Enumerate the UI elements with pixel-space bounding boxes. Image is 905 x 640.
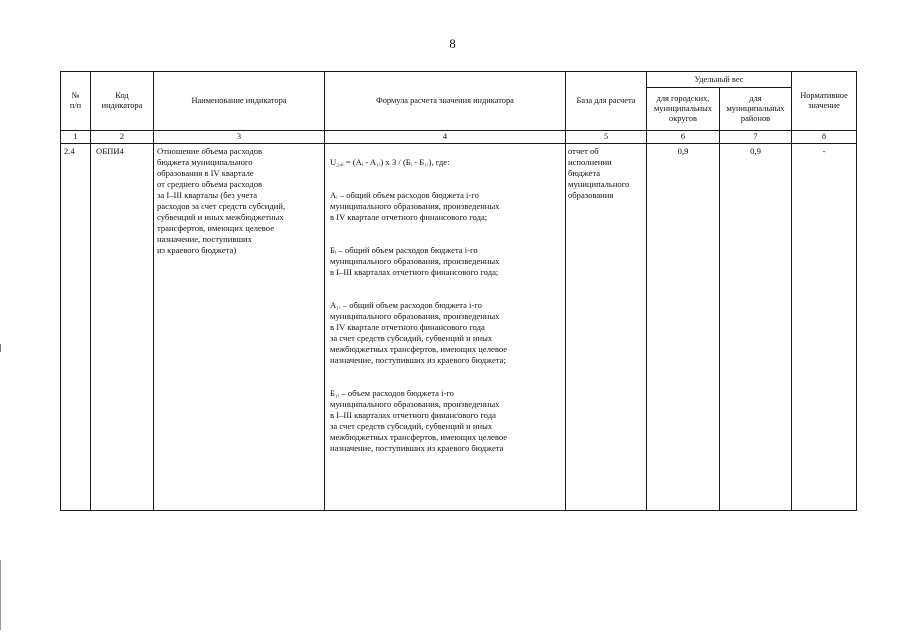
- header-name: Наименование индикатора: [191, 96, 287, 105]
- header-basis: База для расчета: [576, 96, 636, 105]
- row-weight-district: 0,9: [750, 146, 761, 156]
- formula-definition: Бᵢ – общий объем расходов бюджета i-го муниципального образования, произведенных в I–III кварталах отчетного финансового года;: [330, 245, 500, 277]
- header-rule: [60, 130, 857, 131]
- row-formula: [330, 146, 564, 465]
- header-formula: Формула расчета значения индикатора: [376, 96, 514, 105]
- page-number: 8: [449, 36, 456, 51]
- column-number: 3: [236, 132, 242, 141]
- column-number: 6: [680, 132, 686, 141]
- scan-artifact: [0, 344, 1, 352]
- formula-definition: Б₁ᵢ – объем расходов бюджета i-го муниципального образования, произведенных в I–III кварталах отчетного финансового года за счет средств субсидий, субвенций и иных межбюджетных трансфертов, имеющих целевое назначение, поступивших из краевого бюджета: [330, 388, 508, 453]
- row-indicator-name: Отношение объема расходов бюджета муниципального образования в IV квартале от среднего объема расходов за I–III кварталы (без учета расходов за счет средств субсидий, субвенций и иных межбюджетных трансфертов, имеющих целевое назначение, поступивших из краевого бюджета): [157, 146, 286, 255]
- column-number: 8: [821, 132, 827, 141]
- formula-definition: Aᵢ – общий объем расходов бюджета i-го муниципального образования, произведенных в IV квартале отчетного финансового года;: [330, 190, 500, 222]
- formula-line: U₂₄ᵢ = (Aᵢ - A₁ᵢ) x 3 / (Бᵢ - Б₁ᵢ), где:: [330, 157, 450, 167]
- scan-artifact: [0, 560, 1, 630]
- table-border-bottom: [60, 510, 857, 511]
- column-number: 1: [73, 132, 78, 141]
- column-number: 5: [603, 132, 609, 141]
- column-number-rule: [60, 143, 857, 144]
- header-num: № п/п: [69, 91, 82, 110]
- column-number: 4: [442, 132, 448, 141]
- header-norm: Нормативное значение: [800, 91, 848, 110]
- table-border-right: [856, 71, 857, 511]
- formula-definition: A₁ᵢ – общий объем расходов бюджета i-го муниципального образования, произведенных в IV квартале отчетного финансового года за счет средств субсидий, субвенций и иных межбюджетных трансфертов, имеющих целевое назначение, поступивших из краевого бюджета;: [330, 300, 508, 365]
- column-number: 2: [119, 132, 125, 141]
- row-num: 2.4: [64, 146, 75, 156]
- header-weight: Удельный вес: [694, 74, 744, 84]
- column-number: 7: [753, 132, 758, 141]
- row-code: ОБПИ4: [96, 146, 124, 156]
- indicator-table: [60, 71, 857, 511]
- header-code: Код индикатора: [101, 91, 143, 110]
- header-weight-urban: для городских, муниципальных округов: [654, 94, 712, 123]
- header-weight-district: для муниципальных районов: [726, 94, 785, 123]
- row-weight-urban: 0,9: [677, 146, 689, 156]
- row-norm: -: [822, 146, 826, 156]
- row-basis: отчет об исполнении бюджета муниципального образования: [568, 146, 630, 200]
